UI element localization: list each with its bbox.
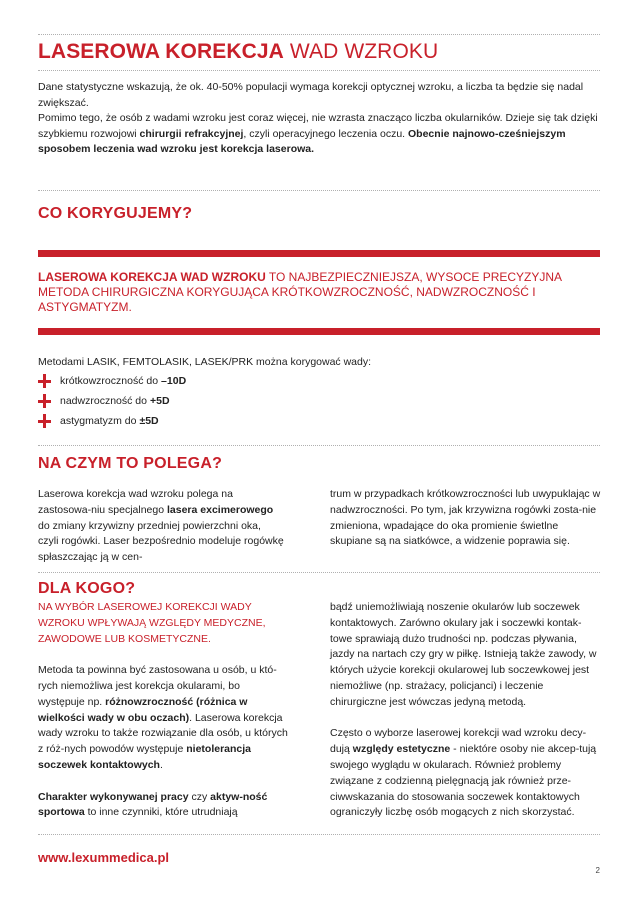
footer-rule	[38, 834, 600, 835]
kogo-red-intro: NA WYBÓR LASEROWEJ KOREKCJI WADY WZROKU WPŁYWAJĄ WZGLĘDY MEDYCZNE, ZAWODOWE LUB KOSMETYCZNE.	[38, 601, 266, 645]
page-title-bold: LASEROWA KOREKCJA	[38, 40, 284, 63]
plus-icon	[38, 414, 52, 428]
plus-icon	[38, 394, 52, 408]
page-number: 2	[595, 866, 600, 875]
page-title-light: WAD WZROKU	[283, 40, 439, 63]
section-heading-dla-kogo: DLA KOGO?	[38, 580, 136, 597]
kogo-right-column: bądź uniemożliwiają noszenie okularów lub soczewek kontaktowych. Zarówno okulary jak i soczewki kontak-towe sprawiają dużo trudności np. podczas pływania, jazdy na nartach czy gry w piłkę. Istnieją także zawody, w których użycie korekcji okularowej lub soczewkowej jest niemożliwe (np. strażacy, policjanci) i leczenie chirurgiczne jest wówczas jedyną metodą. Często o wyborze laserowej korekcji wad wzroku decy-dują względy estetyczne - niektóre osoby nie akcep-tują swojego wyglądu w okularach. Również problemy związane z codzienną pielęgnacją jak również prze-ciwwskazania do stosowania soczewek kontaktowych ograniczyły liczbę osób mogących z nich skorzystać.	[330, 601, 597, 819]
red-divider-bar	[38, 250, 600, 257]
methods-intro: Metodami LASIK, FEMTOLASIK, LASEK/PRK można korygować wady:	[38, 356, 372, 368]
polega-right-column: trum w przypadkach krótkowzroczności lub uwypuklając w nadwzroczności. Po tym, jak krzywizna rogówki zosta-nie zmieniona, wpadające do oka promienie świetlne skupiane są na siatkówce, a widzenie poprawia się.	[330, 488, 601, 548]
bullet-hyperopia: nadwzroczność do +5D	[38, 394, 170, 408]
section-rule	[38, 572, 600, 573]
polega-left-column: Laserowa korekcja wad wzroku polega na zastosowa-niu specjalnego lasera excimerowego do zmiany krzywizny przedniej powierzchni oka, czyli rogówki. Laser bezpośrednio modeluje rogówkę spłaszczając ją w cen-	[38, 488, 284, 564]
kogo-left-column: NA WYBÓR LASEROWEJ KOREKCJI WADY WZROKU WPŁYWAJĄ WZGLĘDY MEDYCZNE, ZAWODOWE LUB KOSMETYCZNE. Metoda ta powinna być zastosowana u osób, u któ-rych niemożliwa jest korekcja okularami, bo występuje np. różnowzroczność (różnica w wielkości wady w obu oczach). Laserowa korekcja wady wzroku to także rozwiązanie dla osób, u których z róż-nych powodów występuje nietolerancja soczewek kontaktowych. Charakter wykonywanej pracy czy aktyw-ność sportowa to inne czynniki, które utrudniają	[38, 601, 288, 819]
bullet-myopia: krótkowzroczność do –10D	[38, 374, 186, 388]
title-rule	[38, 70, 600, 71]
section-heading-na-czym-polega: NA CZYM TO POLEGA?	[38, 455, 223, 472]
lead-statement: LASEROWA KOREKCJA WAD WZROKU TO NAJBEZPIECZNIEJSZA, WYSOCE PRECYZYJNA METODA CHIRURGICZNA KORYGUJĄCA KRÓTKOWZROCZNOŚĆ, NADWZROCZNOŚĆ I ASTYGMATYZM.	[38, 270, 562, 314]
red-divider-bar	[38, 328, 600, 335]
top-rule	[38, 34, 600, 35]
plus-icon	[38, 374, 52, 388]
intro-paragraph-1: Dane statystyczne wskazują, że ok. 40-50% populacji wymaga korekcji optycznej wzroku, a liczba ta będzie się nadal zwiększać.	[38, 81, 584, 109]
section-rule	[38, 445, 600, 446]
section-heading-co-korygujemy: CO KORYGUJEMY?	[38, 205, 193, 222]
intro-paragraph-2: Pomimo tego, że osób z wadami wzroku jest coraz więcej, nie wzrasta znacząco liczba okularników. Dzieje się tak dzięki szybkiemu rozwojowi chirurgii refrakcyjnej, czyli operacyjnego leczenia oczu. Obecnie najnowo-cześniejszym sposobem leczenia wad wzroku jest korekcja laserowa.	[38, 112, 598, 155]
section-rule	[38, 190, 600, 191]
footer-website-link[interactable]: www.lexummedica.pl	[38, 850, 170, 865]
page-title	[38, 40, 438, 64]
bullet-astigmatism: astygmatyzm do ±5D	[38, 414, 159, 428]
